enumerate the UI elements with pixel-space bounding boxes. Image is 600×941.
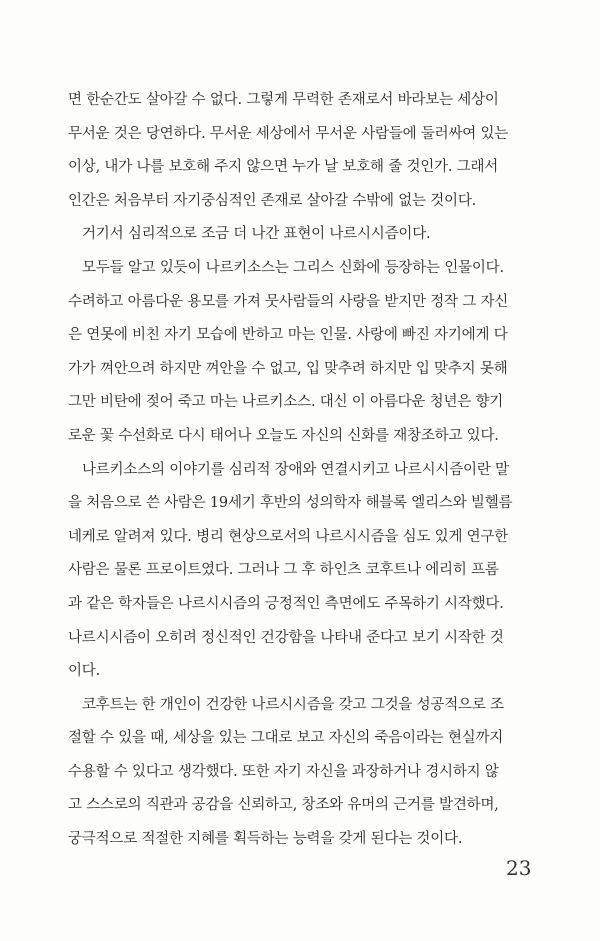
text-line: 모두들 알고 있듯이 나르키소스는 그리스 신화에 등장하는 인물이다. (82, 259, 504, 276)
body-text (68, 84, 534, 857)
text-line: 이상, 내가 나를 보호해 주지 않으면 누가 날 보호해 줄 것인가. 그래서 (68, 159, 499, 176)
text-line: 나르시시즘이 오히려 정신적인 건강함을 나타내 준다고 보기 시작한 것 (68, 629, 504, 646)
text-line: 네케로 알려져 있다. 병리 현상으로서의 나르시시즘을 심도 있게 연구한 (68, 528, 509, 545)
text-line: 수려하고 아름다운 용모를 가져 뭇사람들의 사랑을 받지만 정작 그 자신 (68, 293, 509, 310)
text-line: 그만 비탄에 젖어 죽고 마는 나르키소스. 대신 이 아름다운 청년은 향기 (68, 394, 504, 411)
text-line: 면 한순간도 살아갈 수 없다. 그렇게 무력한 존재로서 바라보는 세상이 (68, 92, 499, 108)
text-line: 나르키소스의 이야기를 심리적 장애와 연결시키고 나르시시즘이란 말 (82, 461, 509, 478)
text-line: 로운 꽃 수선화로 다시 태어나 오늘도 자신의 신화를 재창조하고 있다. (68, 427, 499, 444)
text-line: 을 처음으로 쓴 사람은 19세기 후반의 성의학자 해블록 엘리스와 빌헬름 (68, 495, 513, 512)
text-line: 사람은 물론 프로이트였다. 그러나 그 후 하인츠 코후트나 에리히 프롬 (68, 562, 499, 579)
text-line: 수용할 수 있다고 생각했다. 또한 자기 자신을 과장하거나 경시하지 않 (68, 763, 499, 780)
text-line: 과 같은 학자들은 나르시시즘의 긍정적인 측면에도 주목하기 시작했다. (68, 595, 504, 612)
text-line: 가가 껴안으려 하지만 껴안을 수 없고, 입 맞추려 하지만 입 맞추지 못해 (68, 360, 508, 377)
text-line: 궁극적으로 적절한 지혜를 획득하는 능력을 갖게 된다는 것이다. (68, 831, 463, 848)
text-line: 무서운 것은 당연하다. 무서운 세상에서 무서운 사람들에 둘러싸여 있는 (68, 125, 509, 142)
text-line: 고 스스로의 직관과 공감을 신뢰하고, 창조와 유머의 근거를 발견하며, (68, 797, 499, 814)
page-number: 23 (506, 856, 532, 880)
text-line: 은 연못에 비친 자기 모습에 반하고 마는 인물. 사랑에 빠진 자기에게 다 (68, 327, 508, 344)
text-line: 절할 수 있을 때, 세상을 있는 그대로 보고 자신의 죽음이라는 현실까지 (68, 730, 504, 747)
text-line: 거기서 심리적으로 조금 더 나간 표현이 나르시시즘이다. (82, 226, 431, 243)
text-line: 인간은 처음부터 자기중심적인 존재로 살아갈 수밖에 없는 것이다. (68, 192, 477, 209)
text-line: 이다. (68, 663, 101, 680)
text-line: 코후트는 한 개인이 건강한 나르시시즘을 갖고 그것을 성공적으로 조 (82, 696, 504, 713)
